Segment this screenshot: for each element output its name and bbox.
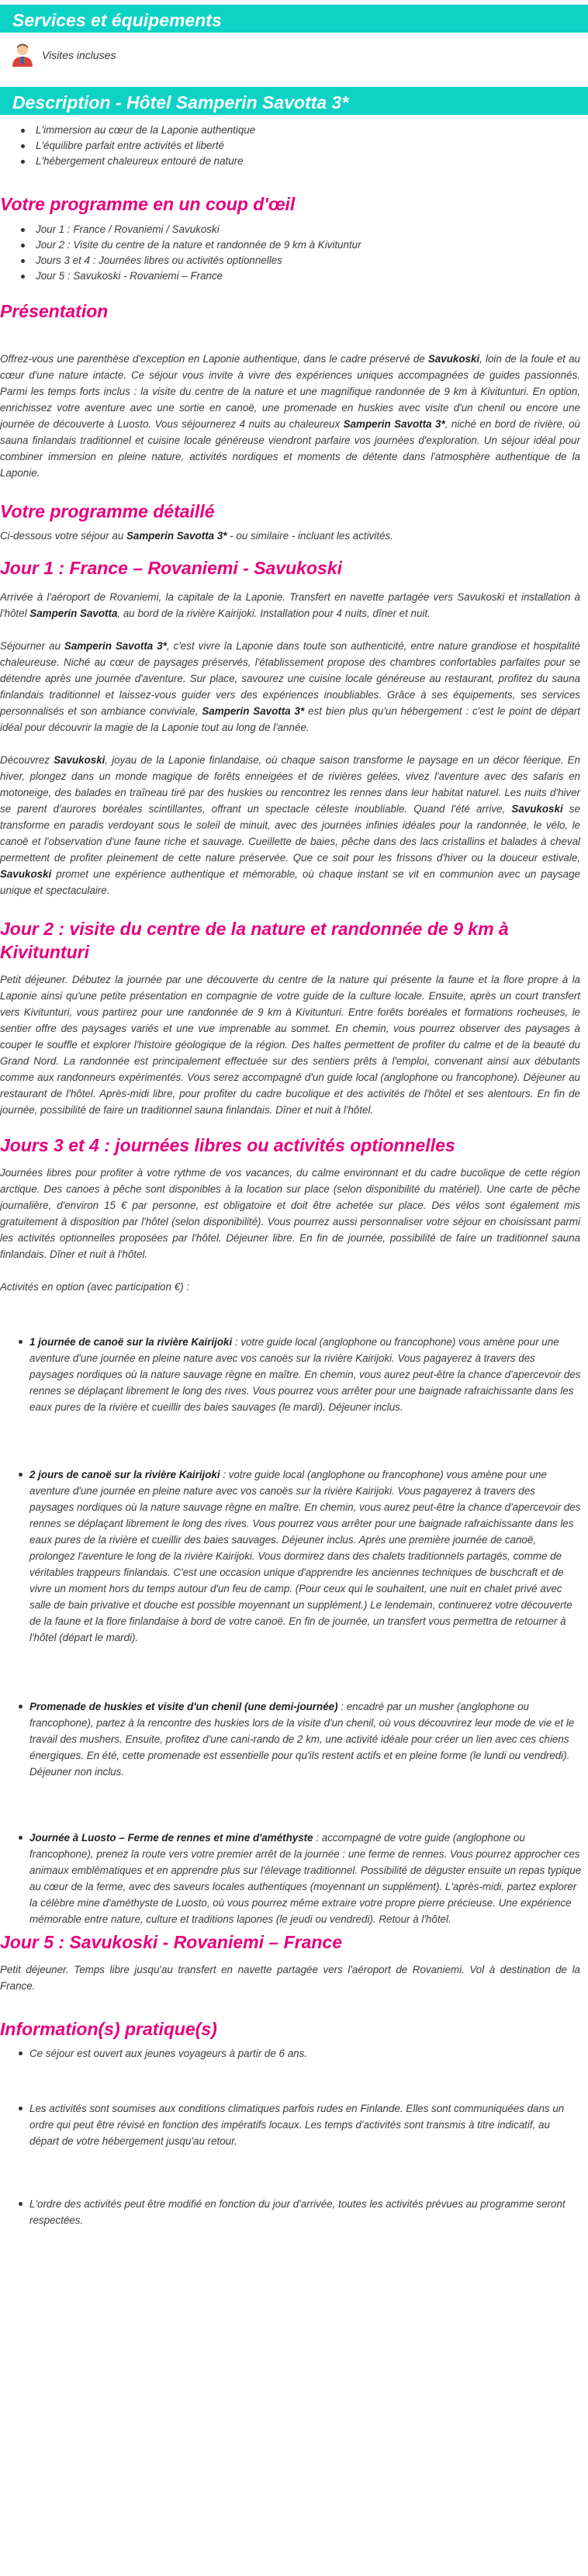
list-item: 1 journée de canoë sur la rivière Kairijoki : votre guide local (anglophone ou francophone) vous amène pour une aventure d'une journée en pleine nature avec vos canoës sur la rivière Kairijoki. Vous pagayerez à travers des paysages nordiques où la nature sauvage règne en maître. En chemin, vous aurez peut-être la chance d'apercevoir des rennes se déplaçant librement le long des rives. Vous pourrez vous arrêter pour une baignade rafraichissante dans les eaux pures de la rivière et cueillir des baies sauvages (le mardi). Déjeuner inclus. bbox=[29, 1334, 582, 1415]
options-list bbox=[0, 1334, 588, 1927]
day5-title: Jour 5 : Savukoski - Rovaniemi – France bbox=[0, 1932, 342, 1952]
day1-title: Jour 1 : France – Rovaniemi - Savukoski bbox=[0, 558, 342, 578]
list-item: Ce séjour est ouvert aux jeunes voyageurs à partir de 6 ans. bbox=[29, 2045, 582, 2062]
included-label: Visites incluses bbox=[42, 48, 116, 61]
detailed-title: Votre programme détaillé bbox=[0, 501, 215, 521]
overview-list bbox=[0, 222, 588, 284]
list-item: L'ordre des activités peut être modifié en fonction du jour d'arrivée, toutes les activités prévues au programme seront respectées. bbox=[29, 2196, 582, 2228]
description-bullets bbox=[0, 123, 588, 169]
included-row bbox=[0, 33, 588, 78]
list-item: L'équilibre parfait entre activités et liberté bbox=[19, 138, 588, 154]
presentation-text: Offrez-vous une parenthèse d'exception en Laponie authentique, dans le cadre préservé de Savukoski, loin de la foule et au cœur d'une nature intacte. Ce séjour vous invite à vivre des expériences uniques accompagnées de guides passionnés. Parmi les temps forts inclus : la visite du centre de la nature et une magnifique randonnée de 9 km à Kivitunturi. En option, enrichissez votre aventure avec une sortie en canoë, une promenade en huskies avec visite d'un chenil ou encore une journée de découverte à Luosto. Vous séjournerez 4 nuits au chaleureux Samperin Savotta 3*, niché en bord de rivière, où sauna finlandais traditionnel et cuisine locale généreuse viendront parfaire vos journées d'exploration. Un séjour idéal pour combiner immersion en pleine nature, activités nordiques et moments de détente dans l'atmosphère authentique de la Laponie. bbox=[0, 353, 580, 479]
day5-text: Petit déjeuner. Temps libre jusqu'au transfert en navette partagée vers l'aéroport de Rovaniemi. Vol à destination de la France. bbox=[0, 1964, 580, 1992]
list-item: 2 jours de canoë sur la rivière Kairijoki : votre guide local (anglophone ou francophone) vous amène pour une aventure d'une journée en pleine nature avec vos canoës sur la rivière Kairijoki. Vous pagayerez à travers des paysages nordiques où la nature sauvage règne en maître. En chemin, vous aurez peut-être la chance d'apercevoir des rennes se déplaçant librement le long des rives. Vous pourrez vous arrêter pour une baignade rafraichissante dans les eaux pures de la rivière et cueillir des baies sauvages. Déjeuner inclus. Après une première journée de canoë, prolongez l'aventure le long de la rivière Kairijoki. Vous dormirez dans des chalets traditionnels partagés, comme de véritables trappeurs finlandais. C'est une occasion unique d'apprendre les anciennes techniques de buschcraft et de vivre un moment hors du temps autour d'un feu de camp. (Pour ceux qui le souhaitent, une nuit en chalet privé avec salle de bain privative et douche est possible moyennant un supplément.) Le lendemain, continuerez votre découverte de la faune et la flore finlandaise à bord de votre canoë. En fin de journée, un transfert vous permettra de retourner à l'hôtel (départ le mardi). bbox=[29, 1466, 582, 1646]
list-item: Promenade de huskies et visite d'un chenil (une demi-journée) : encadré par un musher (anglophone ou francophone), partez à la rencontre des huskies lors de la visite d'un chenil, où vous découvrirez leur mode de vie et le travail des mushers. Ensuite, profitez d'une cani-rando de 2 km, une activité idéale pour créer un lien avec ces chiens énergiques. En été, cette promenade est essentielle pour qu'ils restent actifs et en pleine forme (le lundi ou vendredi). Déjeuner non inclus. bbox=[29, 1698, 582, 1780]
list-item: L'hébergement chaleureux entouré de nature bbox=[19, 154, 588, 169]
description-header: Description - Hôtel Samperin Savotta 3* bbox=[0, 87, 588, 115]
list-item: Jour 5 : Savukoski - Rovaniemi – France bbox=[19, 268, 588, 284]
guide-person-icon bbox=[9, 42, 36, 68]
list-item: Jour 2 : Visite du centre de la nature et randonnée de 9 km à Kivituntur bbox=[19, 237, 588, 253]
list-item: Jour 1 : France / Rovaniemi / Savukoski bbox=[19, 222, 588, 237]
info-title: Information(s) pratique(s) bbox=[0, 2019, 217, 2039]
detailed-intro: Ci-dessous votre séjour au Samperin Savotta 3* - ou similaire - incluant les activités. bbox=[0, 530, 393, 542]
day1-paragraph-2: Séjourner au Samperin Savotta 3*, c'est vivre la Laponie dans toute son authenticité, entre nature grandiose et hospitalité chaleureuse. Niché au cœur de paysages préservés, l'établissement propose des chambres confortables parfaites pour se détendre après une journée d'aventure. Sur place, savourez une cuisine locale généreuse au restaurant, profitez du sauna finlandais traditionnel et laissez-vous guider vers des expériences inoubliables. Grâce à ses équipements, ses services personnalisés et son ambiance conviviale, Samperin Savotta 3* est bien plus qu'un hébergement : c'est le point de départ idéal pour découvrir la magie de la Laponie tout au long de l'année. bbox=[0, 640, 580, 733]
presentation-title: Présentation bbox=[0, 301, 109, 321]
info-list bbox=[0, 2045, 588, 2228]
day1-paragraph-3: Découvrez Savukoski, joyau de la Laponie finlandaise, où chaque saison transforme le paysage en un décor féerique. En hiver, plongez dans un monde magique de forêts enneigées et de rivières gelées, vivez l'aventure avec des safaris en motoneige, des balades en traîneau tiré par des huskies ou rencontrez les rennes dans leur habitat naturel. Les nuits d'hiver se parent d'aurores boréales scintillantes, offrant un spectacle céleste inoubliable. Quand l'été arrive, Savukoski se transforme en paradis verdoyant sous le soleil de minuit, avec des journées infinies idéales pour la randonnée, le vélo, le canoë et l'observation d'une faune riche et sauvage. Cueillette de baies, pêche dans des lacs cristallins et balades à cheval permettent de profiter pleinement de cette nature préservée. Que ce soit pour les frissons d'hiver ou la douceur estivale, Savukoski promet une expérience authentique et mémorable, où chaque instant se vit en communion avec un paysage unique et spectaculaire. bbox=[0, 754, 581, 896]
options-intro: Activités en option (avec participation €) : bbox=[0, 1281, 190, 1293]
overview-title: Votre programme en un coup d'œil bbox=[0, 194, 296, 214]
list-item: Les activités sont soumises aux conditions climatiques parfois rudes en Finlande. Elles sont communiquées dans un ordre qui peut être révisé en fonction des impératifs locaux. Les temps d'activités sont transmis à titre indicatif, au départ de votre hébergement jusqu'au retour. bbox=[29, 2100, 582, 2149]
day34-text: Journées libres pour profiter à votre rythme de vos vacances, du calme environnant et du cadre bucolique de cette région arctique. Des canoes à pêche sont disponibles à la location sur place (selon disponibilité du matériel). Une carte de pêche journalière, d'environ 15 € par personne, est obligatoire et doit être achetée sur place. Des vélos sont également mis gratuitement à disposition par l'hôtel (selon disponibilité). Vous pourrez aussi personnaliser votre séjour en choisissant parmi les activités optionnelles proposées par l'hôtel. Déjeuner libre. En fin de journée, possibilité de faire un traditionnel sauna finlandais. Dîner et nuit à l'hôtel. bbox=[0, 1167, 580, 1260]
list-item: L'immersion au cœur de la Laponie authentique bbox=[19, 123, 588, 138]
day1-paragraph-1: Arrivée à l'aéroport de Rovaniemi, la capitale de la Laponie. Transfert en navette partagée vers Savukoski et installation à l'hôtel Samperin Savotta, au bord de la rivière Kairijoki. Installation pour 4 nuits, dîner et nuit. bbox=[0, 591, 580, 619]
day34-title: Jours 3 et 4 : journées libres ou activités optionnelles bbox=[0, 1135, 455, 1155]
list-item: Journée à Luosto – Ferme de rennes et mine d'améthyste : accompagné de votre guide (anglophone ou francophone), prenez la route vers votre premier arrêt de la journée : une ferme de rennes. Vous pourrez approcher ces animaux emblématiques et en apprendre plus sur l'élevage traditionnel. Possibilité de déguster ensuite un repas typique au cœur de la ferme, avec des saveurs locales authentiques (moyennant un supplément). L'après-midi, partez explorer la célèbre mine d'améthyste de Luosto, où vous pourrez même extraire votre propre pierre précieuse. Une expérience mémorable entre nature, culture et traditions lapones (le jeudi ou vendredi). Retour à l'hôtel. bbox=[29, 1830, 582, 1927]
day2-title: Jour 2 : visite du centre de la nature et randonnée de 9 km à Kivitunturi bbox=[0, 919, 509, 962]
services-header: Services et équipements bbox=[0, 5, 588, 33]
list-item: Jours 3 et 4 : Journées libres ou activités optionnelles bbox=[19, 253, 588, 268]
day2-text: Petit déjeuner. Débutez la journée par une découverte du centre de la nature qui présente la faune et la flore propre à la Laponie ainsi qu'une petite présentation en compagnie de votre guide de la culture locale. Ensuite, après un court transfert vers Kivitunturi, vous partirez pour une randonnée de 9 km à Kivitunturi. Entre forêts boréales et formations rocheuses, le sentier offre des paysages variés et une vue imprenable au sommet. En chemin, vous pourrez observer des paysages à couper le souffle et explorer l'histoire géologique de la région. Des haltes permettent de profiter du calme et de la beauté du Grand Nord. La randonnée est principalement effectuée sur des sentiers prêts à l'emploi, convenant ainsi aux débutants comme aux randonneurs expérimentés. Vous serez accompagné d'un guide local (anglophone ou francophone). Déjeuner au restaurant de l'hôtel. Après-midi libre, pour profiter du cadre bucolique et des activités de l'hôtel et ses alentours. En fin de journée, possibilité de faire un traditionnel sauna finlandais. Dîner et nuit à l'hôtel. bbox=[0, 974, 580, 1116]
